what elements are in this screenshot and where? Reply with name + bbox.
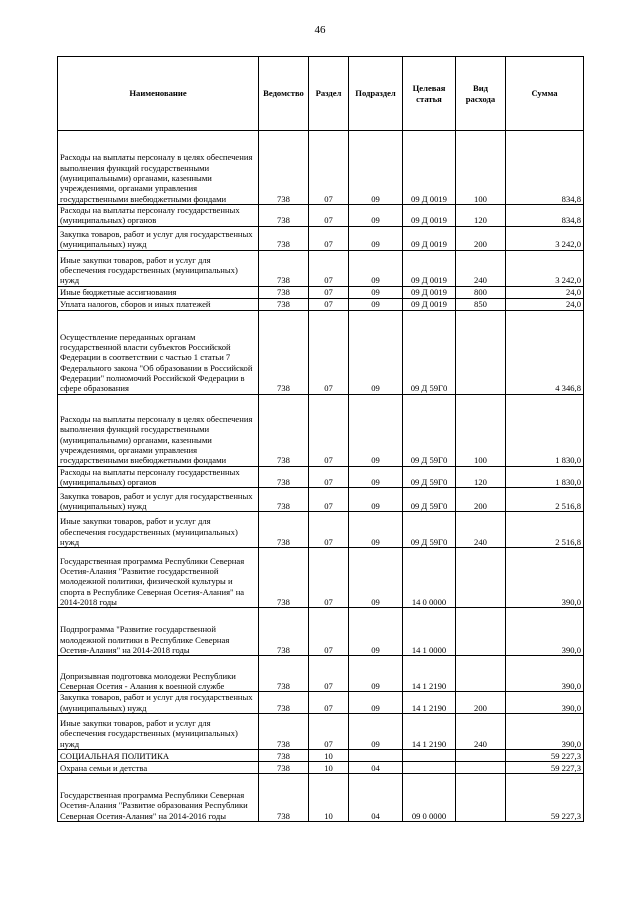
budget-table	[57, 56, 584, 822]
row-subsection: 09	[349, 656, 403, 692]
row-name: Расходы на выплаты персоналу государственных (муниципальных) органов	[58, 205, 259, 227]
row-dept: 738	[259, 298, 309, 310]
table-row	[58, 286, 584, 298]
row-article: 09 Д 59Г0	[403, 394, 456, 466]
row-section: 07	[309, 512, 349, 548]
row-name: Охрана семьи и детства	[58, 761, 259, 773]
row-subsection: 09	[349, 394, 403, 466]
row-sum: 2 516,8	[506, 512, 584, 548]
row-dept: 738	[259, 656, 309, 692]
row-name: Закупка товаров, работ и услуг для государственных (муниципальных) нужд	[58, 488, 259, 512]
row-sum: 59 227,3	[506, 761, 584, 773]
row-dept: 738	[259, 131, 309, 205]
row-article: 09 Д 59Г0	[403, 512, 456, 548]
row-dept: 738	[259, 749, 309, 761]
row-article: 09 Д 0019	[403, 131, 456, 205]
page-number: 46	[314, 24, 326, 36]
table-row	[58, 692, 584, 714]
row-kind: 800	[456, 286, 506, 298]
row-subsection: 09	[349, 466, 403, 488]
row-section: 07	[309, 298, 349, 310]
row-name: Государственная программа Республики Северная Осетия-Алания "Развитие государственной молодежной политики, физической культуры и спорта в Республике Северная Осетия-Алания" на 2014-2018 годы	[58, 548, 259, 608]
row-sum: 390,0	[506, 692, 584, 714]
row-article: 14 0 0000	[403, 548, 456, 608]
row-article: 14 1 0000	[403, 608, 456, 656]
row-section: 07	[309, 131, 349, 205]
row-article: 09 Д 0019	[403, 205, 456, 227]
row-section: 07	[309, 286, 349, 298]
row-kind: 120	[456, 466, 506, 488]
table-row	[58, 466, 584, 488]
row-kind	[456, 773, 506, 821]
row-subsection: 09	[349, 250, 403, 286]
row-sum: 390,0	[506, 548, 584, 608]
row-name: Иные закупки товаров, работ и услуг для обеспечения государственных (муниципальных) нужд	[58, 512, 259, 548]
row-subsection: 09	[349, 298, 403, 310]
row-subsection: 09	[349, 286, 403, 298]
row-sum: 2 516,8	[506, 488, 584, 512]
row-kind	[456, 761, 506, 773]
row-sum: 3 242,0	[506, 250, 584, 286]
row-name: Подпрограмма "Развитие государственной молодежной политики в Республике Северная Осетия-Алания" на 2014-2018 годы	[58, 608, 259, 656]
table-row	[58, 131, 584, 205]
table-row	[58, 548, 584, 608]
table-row	[58, 773, 584, 821]
row-dept: 738	[259, 692, 309, 714]
row-dept: 738	[259, 205, 309, 227]
row-subsection: 09	[349, 226, 403, 250]
row-subsection: 09	[349, 488, 403, 512]
row-article: 09 Д 59Г0	[403, 310, 456, 394]
row-subsection: 09	[349, 310, 403, 394]
row-kind: 200	[456, 692, 506, 714]
row-article	[403, 761, 456, 773]
table-row	[58, 298, 584, 310]
row-dept: 738	[259, 512, 309, 548]
row-kind	[456, 310, 506, 394]
row-section: 07	[309, 656, 349, 692]
row-kind	[456, 548, 506, 608]
header-dept: Ведомство	[259, 57, 309, 131]
header-name: Наименование	[58, 57, 259, 131]
row-subsection: 04	[349, 773, 403, 821]
row-subsection: 09	[349, 608, 403, 656]
row-kind: 240	[456, 250, 506, 286]
row-dept: 738	[259, 713, 309, 749]
row-article: 09 Д 59Г0	[403, 466, 456, 488]
row-name: Допризывная подготовка молодежи Республики Северная Осетия - Алания к военной службе	[58, 656, 259, 692]
table-row	[58, 608, 584, 656]
row-sum: 834,8	[506, 131, 584, 205]
row-name: Государственная программа Республики Северная Осетия-Алания "Развитие образования Республики Северная Осетия-Алания" на 2014-2016 годы	[58, 773, 259, 821]
row-name: Закупка товаров, работ и услуг для государственных (муниципальных) нужд	[58, 692, 259, 714]
row-article: 14 1 2190	[403, 656, 456, 692]
row-name: Иные бюджетные ассигнования	[58, 286, 259, 298]
row-subsection: 04	[349, 761, 403, 773]
table-row	[58, 749, 584, 761]
row-kind: 850	[456, 298, 506, 310]
row-subsection: 09	[349, 205, 403, 227]
table-row	[58, 250, 584, 286]
row-dept: 738	[259, 310, 309, 394]
row-kind: 120	[456, 205, 506, 227]
row-sum: 1 830,0	[506, 394, 584, 466]
row-name: Осуществление переданных органам государственной власти субъектов Российской Федерации в соответствии с частью 1 статьи 7 Федерального закона "Об образовании в Российской Федерации" полномочий Российской Федерации в сфере образования	[58, 310, 259, 394]
row-kind	[456, 749, 506, 761]
row-dept: 738	[259, 226, 309, 250]
row-article: 14 1 2190	[403, 692, 456, 714]
row-name: Расходы на выплаты персоналу в целях обеспечения выполнения функций государственными (муниципальными) органами, казенными учреждениями, органами управления государственными внебюджетными фондами	[58, 394, 259, 466]
table-row	[58, 394, 584, 466]
row-sum: 24,0	[506, 298, 584, 310]
row-subsection: 09	[349, 692, 403, 714]
row-sum: 3 242,0	[506, 226, 584, 250]
row-article: 09 Д 59Г0	[403, 488, 456, 512]
row-name: Иные закупки товаров, работ и услуг для обеспечения государственных (муниципальных) нужд	[58, 713, 259, 749]
row-subsection: 09	[349, 713, 403, 749]
row-name: Расходы на выплаты персоналу государственных (муниципальных) органов	[58, 466, 259, 488]
row-subsection: 09	[349, 548, 403, 608]
table-row	[58, 713, 584, 749]
header-section: Раздел	[309, 57, 349, 131]
row-article: 09 Д 0019	[403, 286, 456, 298]
row-dept: 738	[259, 488, 309, 512]
row-sum: 1 830,0	[506, 466, 584, 488]
row-dept: 738	[259, 394, 309, 466]
row-article: 09 Д 0019	[403, 250, 456, 286]
row-subsection: 09	[349, 512, 403, 548]
row-kind: 100	[456, 394, 506, 466]
row-section: 10	[309, 761, 349, 773]
row-section: 07	[309, 205, 349, 227]
row-article: 09 Д 0019	[403, 226, 456, 250]
row-section: 07	[309, 226, 349, 250]
row-subsection: 09	[349, 131, 403, 205]
row-section: 07	[309, 466, 349, 488]
header-article: Целевая статья	[403, 57, 456, 131]
row-section: 07	[309, 310, 349, 394]
row-name: Закупка товаров, работ и услуг для государственных (муниципальных) нужд	[58, 226, 259, 250]
header-row	[58, 57, 584, 131]
row-sum: 390,0	[506, 713, 584, 749]
table-row	[58, 488, 584, 512]
row-sum: 834,8	[506, 205, 584, 227]
row-name: Иные закупки товаров, работ и услуг для обеспечения государственных (муниципальных) нужд	[58, 250, 259, 286]
table-row	[58, 656, 584, 692]
row-sum: 59 227,3	[506, 749, 584, 761]
row-article: 09 0 0000	[403, 773, 456, 821]
table-row	[58, 761, 584, 773]
table-body	[58, 131, 584, 822]
row-dept: 738	[259, 250, 309, 286]
row-name: СОЦИАЛЬНАЯ ПОЛИТИКА	[58, 749, 259, 761]
row-kind: 200	[456, 226, 506, 250]
row-section: 07	[309, 394, 349, 466]
header-kind: Вид расхода	[456, 57, 506, 131]
row-sum: 390,0	[506, 608, 584, 656]
row-article: 14 1 2190	[403, 713, 456, 749]
row-sum: 4 346,8	[506, 310, 584, 394]
row-kind: 240	[456, 512, 506, 548]
table-row	[58, 512, 584, 548]
row-kind	[456, 608, 506, 656]
row-name: Расходы на выплаты персоналу в целях обеспечения выполнения функций государственными (муниципальными) органами, казенными учреждениями, органами управления государственными внебюджетными фондами	[58, 131, 259, 205]
row-section: 10	[309, 773, 349, 821]
row-kind: 240	[456, 713, 506, 749]
row-sum: 59 227,3	[506, 773, 584, 821]
table-row	[58, 205, 584, 227]
row-dept: 738	[259, 773, 309, 821]
row-kind: 100	[456, 131, 506, 205]
row-sum: 24,0	[506, 286, 584, 298]
row-section: 07	[309, 692, 349, 714]
row-dept: 738	[259, 608, 309, 656]
row-dept: 738	[259, 286, 309, 298]
table-row	[58, 310, 584, 394]
row-kind: 200	[456, 488, 506, 512]
row-kind	[456, 656, 506, 692]
header-subsection: Подраздел	[349, 57, 403, 131]
row-section: 07	[309, 608, 349, 656]
row-section: 07	[309, 713, 349, 749]
table-row	[58, 226, 584, 250]
row-dept: 738	[259, 548, 309, 608]
row-section: 10	[309, 749, 349, 761]
row-article	[403, 749, 456, 761]
header-sum: Сумма	[506, 57, 584, 131]
row-sum: 390,0	[506, 656, 584, 692]
row-subsection	[349, 749, 403, 761]
row-dept: 738	[259, 466, 309, 488]
row-article: 09 Д 0019	[403, 298, 456, 310]
row-name: Уплата налогов, сборов и иных платежей	[58, 298, 259, 310]
row-section: 07	[309, 488, 349, 512]
row-dept: 738	[259, 761, 309, 773]
row-section: 07	[309, 250, 349, 286]
row-section: 07	[309, 548, 349, 608]
